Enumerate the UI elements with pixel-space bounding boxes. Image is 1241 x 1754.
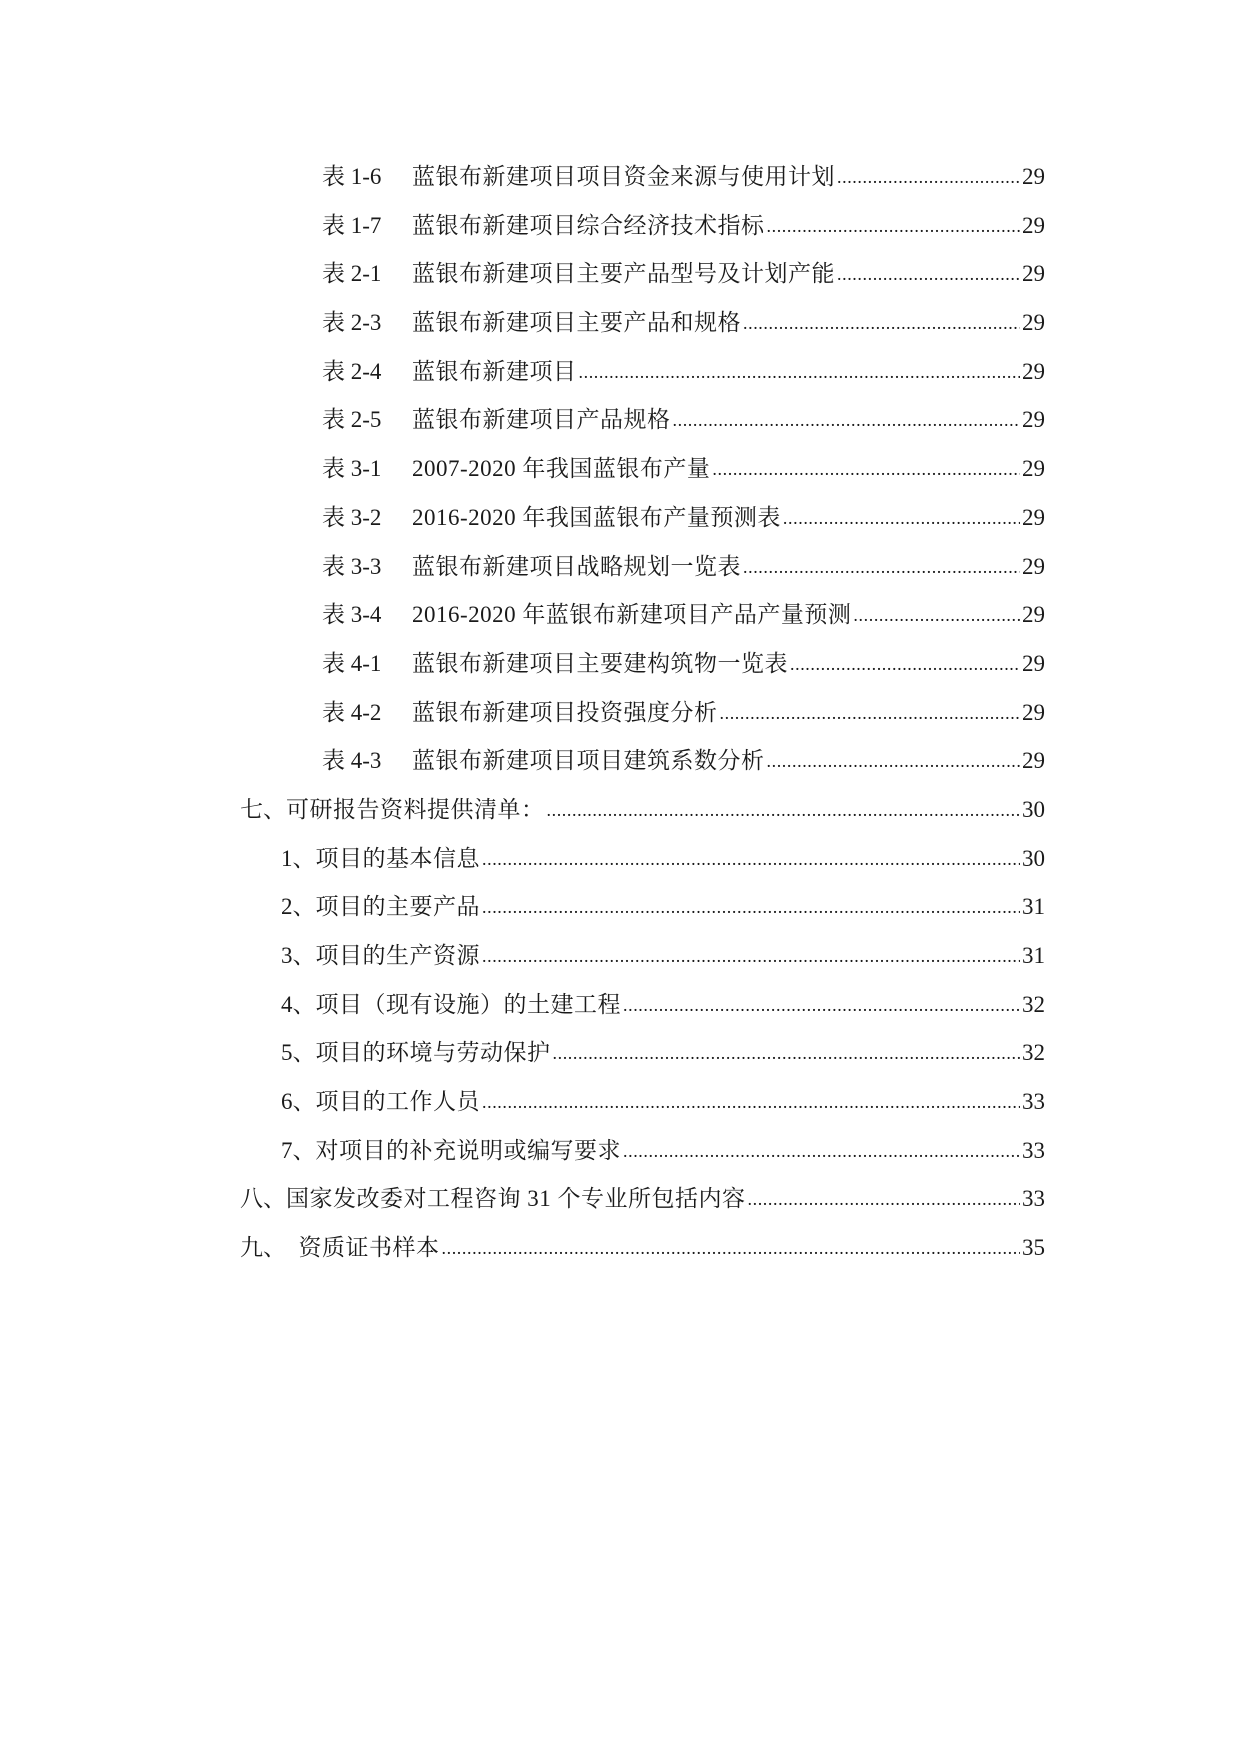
toc-entry-number: 表 3-3 [322,553,382,579]
toc-table-entry[interactable] [0,250,1241,299]
toc-item-entry[interactable] [0,835,1241,884]
toc-entry-page: 29 [1022,310,1045,336]
dot-leader [442,1235,1021,1258]
dot-leader [748,1186,1021,1209]
toc-item-entry[interactable] [0,1029,1241,1078]
toc-table-entry[interactable] [0,543,1241,592]
toc-item-page: 31 [1022,943,1045,968]
toc-section-number: 八、 [240,1186,286,1212]
toc-table-entry[interactable] [0,299,1241,348]
dot-leader [623,1138,1020,1161]
dot-leader [790,651,1020,674]
toc-table-entry[interactable] [0,153,1241,202]
toc-section-9[interactable] [0,1224,1241,1273]
toc-section-7[interactable] [0,786,1241,835]
dot-leader [482,1089,1020,1112]
toc-item-page: 31 [1022,894,1045,920]
toc-item-number: 7、 [281,1137,316,1163]
toc-item-title: 对项目的补充说明或编写要求 [315,1137,621,1163]
toc-entry-page: 29 [1022,602,1045,628]
toc-section-page: 30 [1022,796,1045,822]
toc-entry-page: 29 [1022,699,1045,725]
toc-entry-title: 蓝银布新建项目综合经济技术指标 [412,212,765,238]
toc-item-title: 项目的主要产品 [315,894,480,920]
toc-item-page: 33 [1022,1137,1045,1163]
toc-item-number: 4、 [281,991,316,1017]
toc-table-entry[interactable] [0,640,1241,689]
toc-item-title: 项目的基本信息 [315,845,480,871]
dot-leader [837,164,1020,187]
toc-item-title: 项目的环境与劳动保护 [315,1040,551,1066]
toc-entry-title: 蓝银布新建项目投资强度分析 [412,699,718,725]
dot-leader [743,554,1020,577]
toc-entry-number: 表 2-5 [322,407,382,433]
toc-entry-page: 29 [1022,504,1045,530]
toc-entry-number: 表 1-6 [322,164,382,189]
toc-entry-page: 29 [1022,212,1045,238]
dot-leader [767,748,1021,771]
dot-leader [712,456,1020,479]
toc-entry-number: 表 1-7 [322,212,382,238]
toc-table-entry[interactable] [0,494,1241,543]
toc-section-number: 九、 [240,1235,286,1261]
dot-leader [673,407,1021,430]
toc-entry-title: 蓝银布新建项目产品规格 [412,407,671,433]
toc-table-entry[interactable] [0,689,1241,738]
toc-entry-page: 29 [1022,358,1045,384]
toc-entry-title: 2016-2020 年我国蓝银布产量预测表 [412,504,781,530]
dot-leader [482,894,1020,917]
toc-entry-page: 29 [1022,164,1045,189]
dot-leader [553,1040,1021,1063]
toc-item-page: 30 [1022,845,1045,871]
dot-leader [743,310,1020,333]
toc-section-page: 33 [1022,1186,1045,1212]
toc-entry-title: 2007-2020 年我国蓝银布产量 [412,456,711,482]
table-of-contents [0,153,1241,1273]
toc-entry-title: 2016-2020 年蓝银布新建项目产品产量预测 [412,602,852,628]
toc-entry-title: 蓝银布新建项目 [412,358,577,384]
dot-leader [579,359,1021,382]
toc-table-entry[interactable] [0,348,1241,397]
toc-entry-page: 29 [1022,650,1045,676]
toc-item-number: 3、 [281,943,316,968]
toc-entry-page: 29 [1022,261,1045,287]
toc-item-page: 32 [1022,1040,1045,1066]
toc-item-entry[interactable] [0,1127,1241,1176]
toc-item-number: 2、 [281,894,316,920]
toc-table-entry[interactable] [0,396,1241,445]
toc-entry-number: 表 4-3 [322,748,382,774]
toc-entry-number: 表 2-4 [322,358,382,384]
toc-section-number: 七、 [240,796,286,822]
toc-item-number: 5、 [281,1040,316,1066]
dot-leader [720,700,1021,723]
toc-entry-title: 蓝银布新建项目战略规划一览表 [412,553,741,579]
toc-entry-number: 表 2-1 [322,261,382,287]
toc-section-title: 可研报告资料提供清单： [286,796,545,822]
toc-item-entry[interactable] [0,883,1241,932]
toc-item-number: 1、 [281,845,316,871]
toc-item-entry[interactable] [0,981,1241,1030]
toc-section-page: 35 [1022,1235,1045,1261]
toc-item-entry[interactable] [0,932,1241,981]
toc-entry-number: 表 3-2 [322,504,382,530]
toc-entry-number: 表 3-1 [322,456,382,482]
dot-leader [767,213,1021,236]
toc-entry-number: 表 4-1 [322,650,382,676]
dot-leader [623,992,1020,1015]
toc-entry-page: 29 [1022,407,1045,433]
toc-entry-number: 表 3-4 [322,602,382,628]
toc-item-page: 33 [1022,1089,1045,1115]
toc-entry-page: 29 [1022,748,1045,774]
toc-table-entry[interactable] [0,591,1241,640]
toc-entry-page: 29 [1022,456,1045,482]
toc-section-8[interactable] [0,1175,1241,1224]
toc-entry-title: 蓝银布新建项目项目建筑系数分析 [412,748,765,774]
toc-section-title: 资质证书样本 [286,1235,440,1261]
toc-entry-number: 表 4-2 [322,699,382,725]
toc-entry-title: 蓝银布新建项目主要产品型号及计划产能 [412,261,835,287]
toc-entry-title: 蓝银布新建项目主要产品和规格 [412,310,741,336]
dot-leader [482,943,1020,966]
dot-leader [853,602,1020,625]
toc-item-title: 项目（现有设施）的土建工程 [315,991,621,1017]
toc-entry-title: 蓝银布新建项目主要建构筑物一览表 [412,650,788,676]
toc-item-page: 32 [1022,991,1045,1017]
toc-table-entry[interactable] [0,737,1241,786]
toc-table-entry[interactable] [0,445,1241,494]
dot-leader [482,846,1020,869]
toc-entry-title: 蓝银布新建项目项目资金来源与使用计划 [412,164,835,189]
toc-item-title: 项目的工作人员 [315,1089,480,1115]
toc-item-number: 6、 [281,1089,316,1115]
dot-leader [547,797,1021,820]
toc-table-entry[interactable] [0,202,1241,251]
dot-leader [837,261,1020,284]
toc-entry-page: 29 [1022,553,1045,579]
toc-entry-number: 表 2-3 [322,310,382,336]
toc-section-title: 国家发改委对工程咨询 31 个专业所包括内容 [286,1186,746,1212]
dot-leader [783,505,1020,528]
toc-item-title: 项目的生产资源 [315,943,480,968]
toc-item-entry[interactable] [0,1078,1241,1127]
